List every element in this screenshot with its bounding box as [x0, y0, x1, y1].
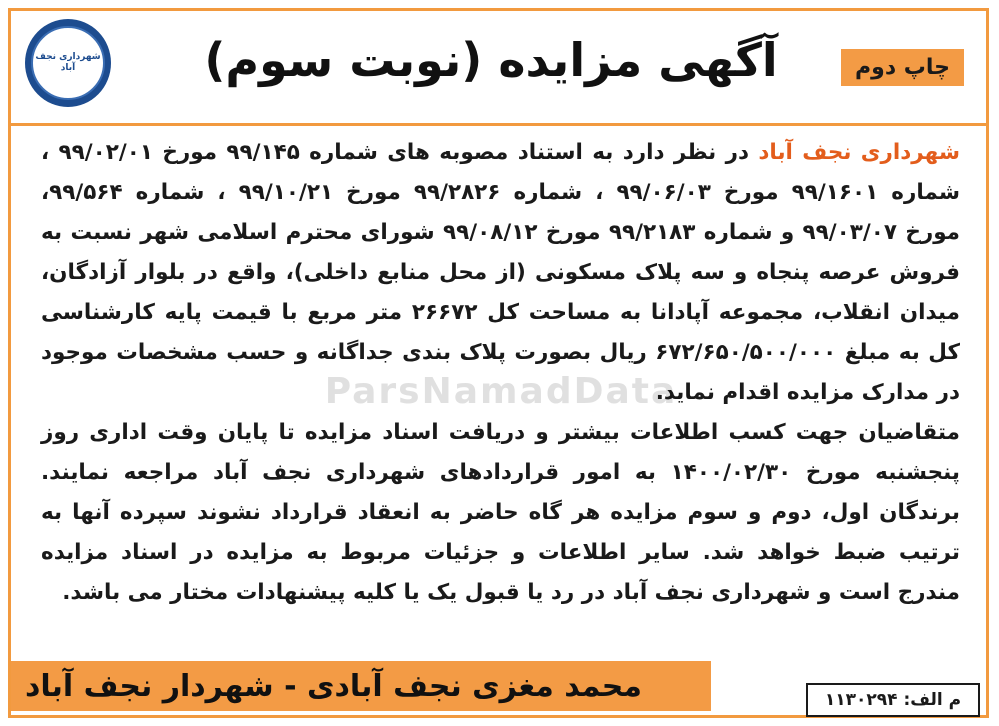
notice-body — [41, 133, 960, 613]
paragraph-1-text: در نظر دارد به استناد مصوبه های شماره ۹۹/۱۴۵ مورخ ۹۹/۰۲/۰۱ ، شماره ۹۹/۱۶۰۱ مورخ ۹۹/۰۶/۰۳ ، شماره ۹۹/۲۸۲۶ مورخ ۹۹/۱۰/۲۱ ، شماره ۹۹/۵۶۴، مورخ ۹۹/۰۳/۰۷ و شماره ۹۹/۲۱۸۳ مورخ ۹۹/۰۸/۱۲ شورای محترم اسلامی شهر نسبت به فروش عرصه پنجاه و سه پلاک مسکونی (از محل منابع داخلی)، واقع در بلوار آزادگان، میدان انقلاب، مجموعه آپادانا به مساحت کل ۲۶۶۷۲ متر مربع با قیمت پایه کارشناسی کل به مبلغ ۶۷۲/۶۵۰/۵۰۰/۰۰۰ ریال بصورت پلاک بندی جداگانه و حسب مشخصات موجود در مدارک مزایده اقدام نماید. — [41, 140, 960, 405]
org-name: شهرداری نجف آباد — [758, 140, 960, 165]
notice-title: آگهی مزایده (نوبت سوم) — [204, 33, 778, 87]
notice-header — [11, 11, 986, 126]
signature-bar — [11, 661, 711, 711]
reference-number: م الف: ۱۱۳۰۲۹۴ — [806, 683, 980, 717]
municipality-seal-icon — [25, 19, 111, 107]
paragraph-1 — [41, 133, 960, 413]
watermark-text: ParsNamadData — [324, 371, 678, 412]
seal-text: شهرداری نجف آباد — [31, 26, 105, 100]
notice-frame — [8, 8, 989, 718]
paragraph-2: متقاضیان جهت کسب اطلاعات بیشتر و دریافت اسناد مزایده تا پایان وقت اداری روز پنجشنبه مورخ ۱۴۰۰/۰۲/۳۰ به امور قراردادهای شهرداری نجف آباد مراجعه نمایند. برندگان اول، دوم و سوم مزایده هر گاه حاضر به انعقاد قرارداد نشوند سپرده آنها به ترتیب ضبط خواهد شد. سایر اطلاعات و جزئیات مربوط به مزایده در اسناد مزایده مندرج است و شهرداری نجف آباد در رد یا قبول یک یا کلیه پیشنهادات مختار می باشد. — [41, 420, 960, 605]
print-badge: چاپ دوم — [841, 49, 964, 86]
signature-text: محمد مغزی نجف آبادی - شهردار نجف آباد — [25, 668, 642, 704]
